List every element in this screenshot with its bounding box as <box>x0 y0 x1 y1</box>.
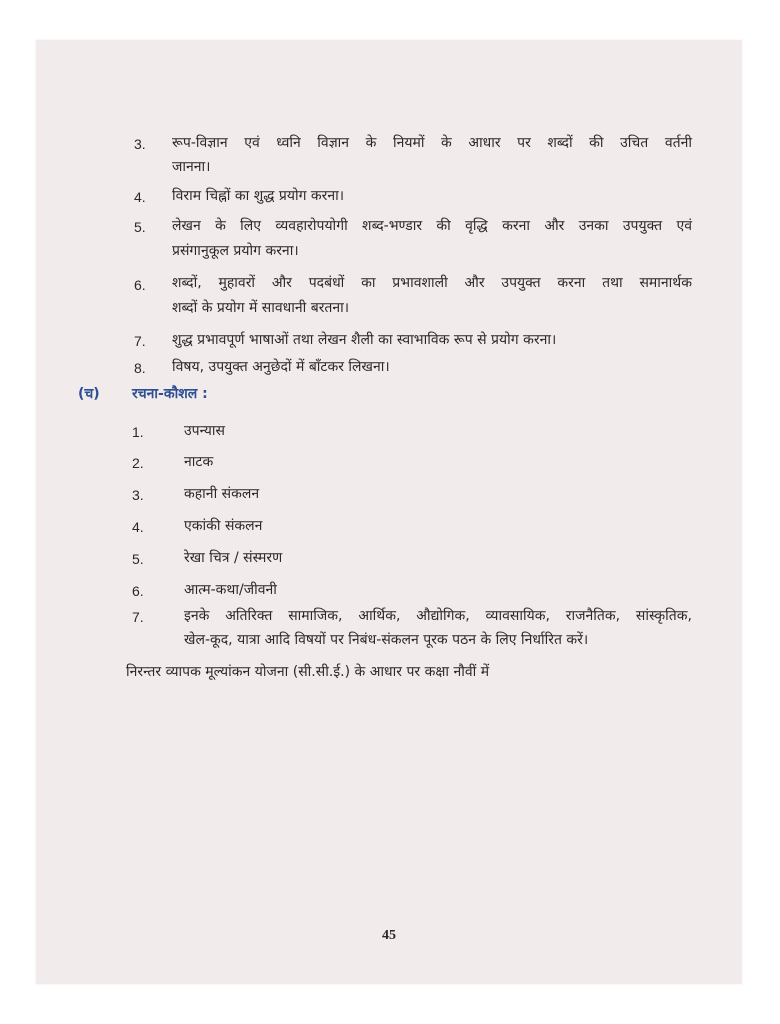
list-item-text: विराम चिह्नों का शुद्ध प्रयोग करना। <box>172 188 345 204</box>
sub-list-number: 3. <box>132 487 144 503</box>
sub-list-item-text: कहानी संकलन <box>184 486 260 502</box>
sub-list-number: 1. <box>132 424 144 440</box>
sub-list-number: 4. <box>132 519 144 535</box>
list-item-text: प्रसंगानुकूल प्रयोग करना। <box>172 243 299 259</box>
sub-list-number: 7. <box>132 609 144 625</box>
list-item-text: शुद्ध प्रभावपूर्ण भाषाओं तथा लेखन शैली का स्वाभाविक रूप से प्रयोग करना। <box>172 332 557 348</box>
list-item-text: शब्दों के प्रयोग में सावधानी बरतना। <box>172 300 350 316</box>
section-title: रचना-कौशल : <box>132 386 208 402</box>
list-item-text: रूप-विज्ञान एवं ध्वनि विज्ञान के नियमों के आधार पर शब्दों की उचित वर्तनी <box>172 135 692 151</box>
sub-list-item-text: नाटक <box>184 454 214 470</box>
list-number: 7. <box>134 333 146 349</box>
sub-list-item-text: उपन्यास <box>184 423 225 439</box>
section-marker: (च) <box>78 386 100 402</box>
list-item-text: जानना। <box>172 159 211 175</box>
list-number: 3. <box>134 136 146 152</box>
sub-list-item-text: रेखा चित्र / संस्मरण <box>184 550 283 566</box>
sub-list-number: 6. <box>132 583 144 599</box>
list-item-text: लेखन के लिए व्यवहारोपयोगी शब्द-भण्डार की वृद्धि करना और उनका उपयुक्त एवं <box>172 218 692 234</box>
list-number: 5. <box>134 219 146 235</box>
sub-list-number: 5. <box>132 551 144 567</box>
sub-list-item-text: एकांकी संकलन <box>184 518 263 534</box>
list-item-text: विषय, उपयुक्त अनुछेदों में बाँटकर लिखना। <box>172 359 390 375</box>
footer-note: निरन्तर व्यापक मूल्यांकन योजना (सी.सी.ई.) के आधार पर कक्षा नौवीं में <box>126 664 490 680</box>
sub-list-number: 2. <box>132 455 144 471</box>
sub-list-item-text: खेल-कूद, यात्रा आदि विषयों पर निबंध-संकलन पूरक पठन के लिए निर्धारित करें। <box>184 632 589 648</box>
page-number: 45 <box>382 928 396 943</box>
list-number: 4. <box>134 189 146 205</box>
list-number: 6. <box>134 277 146 293</box>
sub-list-item-text: इनके अतिरिक्त सामाजिक, आर्थिक, औद्योगिक, व्यावसायिक, राजनैतिक, सांस्कृतिक, <box>184 608 692 624</box>
sub-list-item-text: आत्म-कथा/जीवनी <box>184 582 277 598</box>
list-number: 8. <box>134 360 146 376</box>
list-item-text: शब्दों, मुहावरों और पदबंधों का प्रभावशाली और उपयुक्त करना तथा समानार्थक <box>172 275 692 291</box>
document-page <box>36 40 742 984</box>
page-content <box>36 40 742 984</box>
